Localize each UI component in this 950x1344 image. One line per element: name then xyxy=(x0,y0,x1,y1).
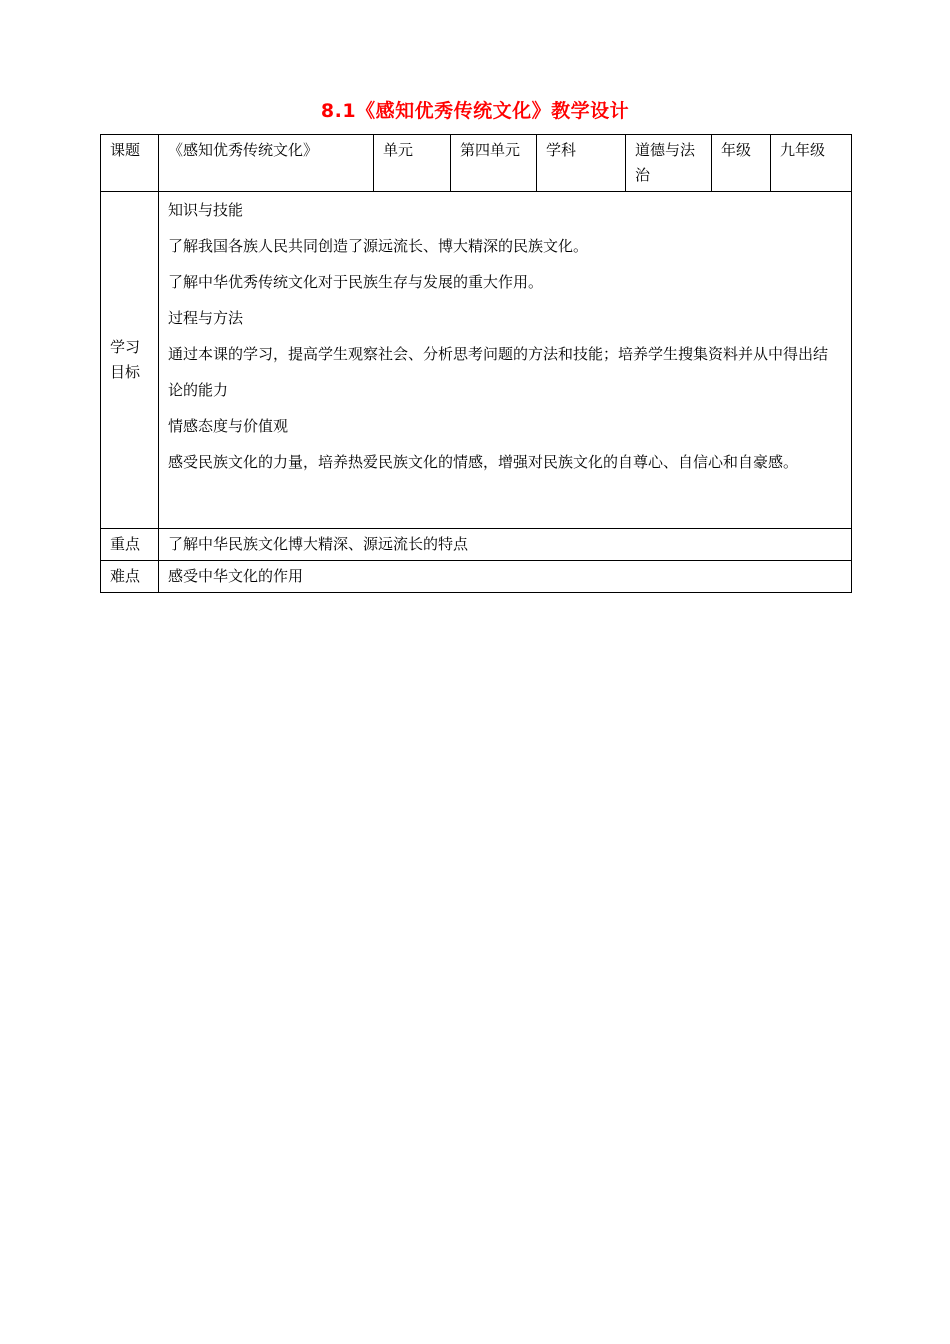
difficulty-label: 难点 xyxy=(101,561,159,593)
objective-text: 了解我国各族人民共同创造了源远流长、博大精深的民族文化。 xyxy=(168,237,589,255)
topic-label: 课题 xyxy=(101,135,159,192)
grade-value: 九年级 xyxy=(771,135,852,192)
difficulty-value: 感受中华文化的作用 xyxy=(159,561,852,593)
objective-text: 感受民族文化的力量，培养热爱民族文化的情感，增强对民族文化的自尊心、自信心和自豪感。 xyxy=(168,453,799,471)
unit-label: 单元 xyxy=(374,135,451,192)
objective-heading-process: 过程与方法 xyxy=(168,309,244,327)
key-point-row xyxy=(101,529,852,561)
lesson-plan-table xyxy=(100,134,852,593)
difficulty-row xyxy=(101,561,852,593)
objectives-label: 学习目标 xyxy=(101,192,159,529)
objectives-row xyxy=(101,192,852,529)
document-title: 8.1《感知优秀传统文化》教学设计 xyxy=(320,100,630,122)
key-point-label: 重点 xyxy=(101,529,159,561)
key-point-value: 了解中华民族文化博大精深、源远流长的特点 xyxy=(159,529,852,561)
header-row xyxy=(101,135,852,192)
topic-value: 《感知优秀传统文化》 xyxy=(159,135,374,192)
objective-text: 通过本课的学习，提高学生观察社会、分析思考问题的方法和技能；培养学生搜集资料并从中得出结论的能力 xyxy=(168,345,829,399)
unit-value: 第四单元 xyxy=(451,135,537,192)
subject-value: 道德与法治 xyxy=(626,135,712,192)
subject-label: 学科 xyxy=(537,135,626,192)
objective-text: 了解中华优秀传统文化对于民族生存与发展的重大作用。 xyxy=(168,273,544,291)
grade-label: 年级 xyxy=(712,135,771,192)
objective-heading-knowledge: 知识与技能 xyxy=(168,201,244,219)
objective-heading-attitude: 情感态度与价值观 xyxy=(168,417,289,435)
objectives-content xyxy=(159,192,852,529)
